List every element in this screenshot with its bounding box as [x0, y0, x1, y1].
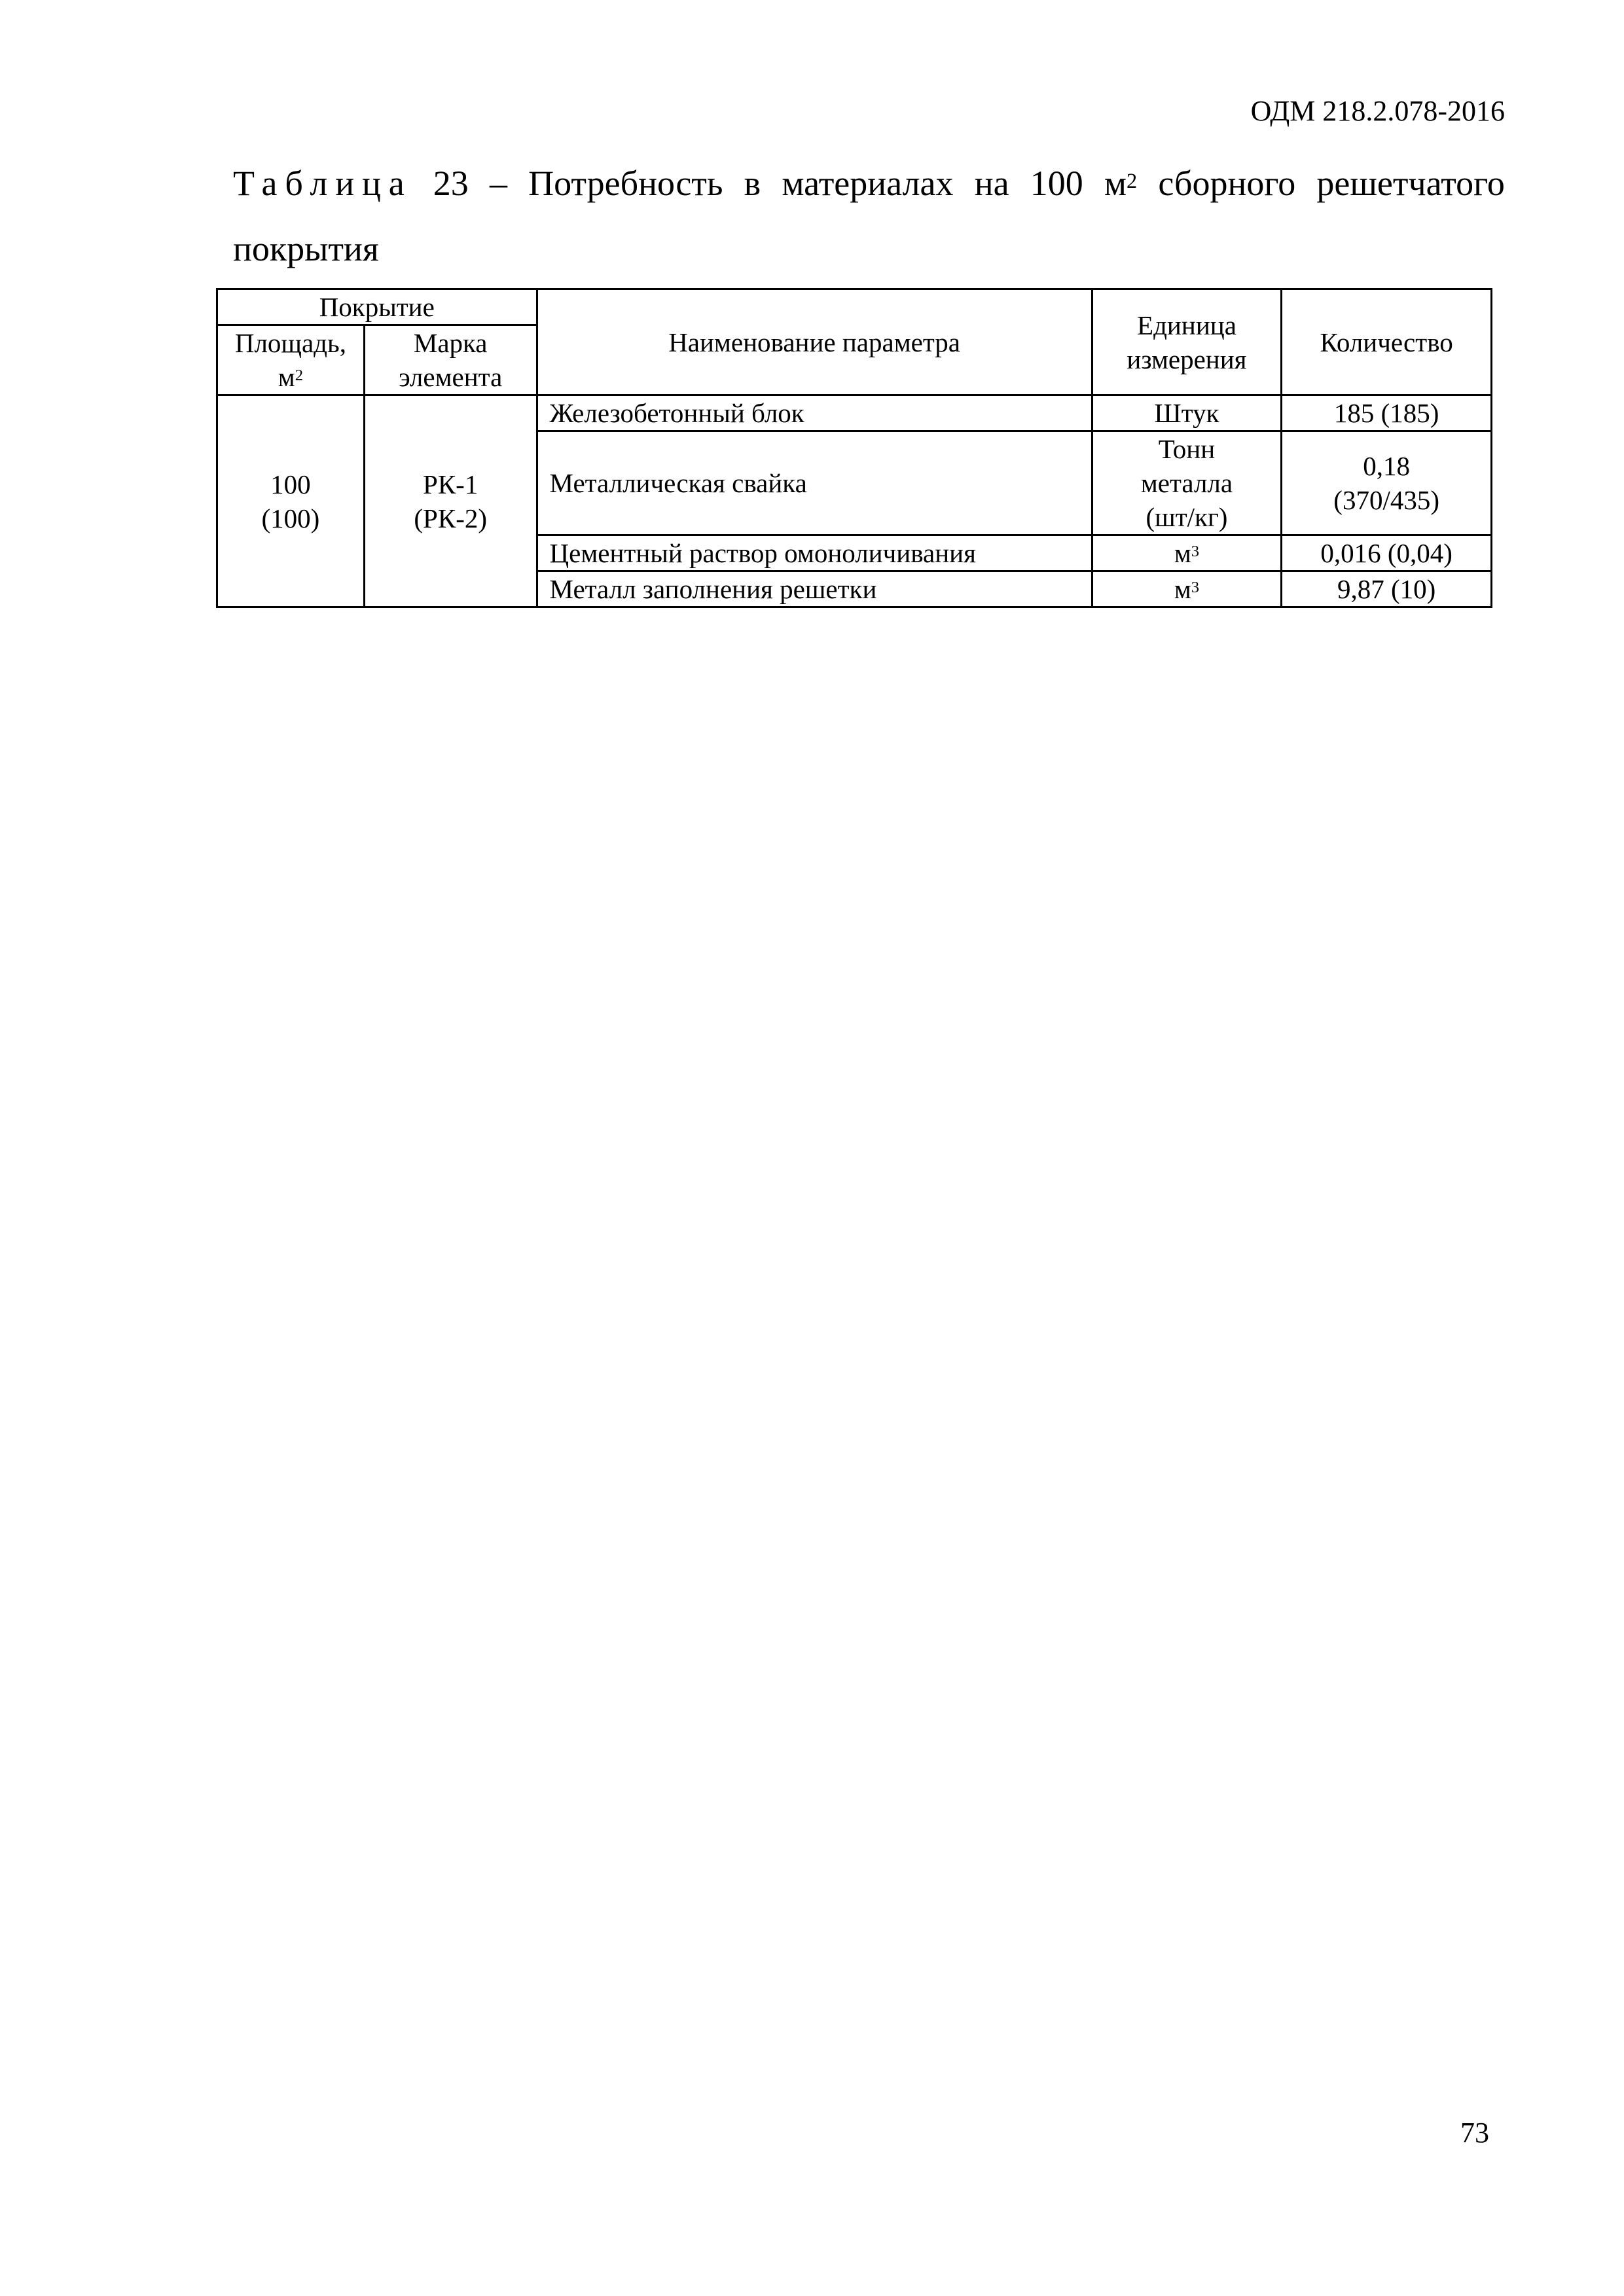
- caption-word: в: [744, 164, 761, 203]
- caption-word: 100: [1030, 164, 1083, 203]
- quantity-line2: (370/435): [1333, 485, 1439, 515]
- header-row: [217, 289, 1492, 325]
- caption-unit: [1104, 151, 1137, 216]
- table-row: [217, 395, 1492, 431]
- document-code: ОДМ 218.2.078-2016: [1250, 95, 1505, 127]
- unit-line2: металла: [1140, 468, 1233, 498]
- unit-line1: Тонн: [1158, 434, 1216, 464]
- cell-unit: [1092, 535, 1282, 571]
- cell-parameter-name: Металлическая свайка: [537, 431, 1092, 535]
- caption-word: на: [974, 164, 1009, 203]
- cell-parameter-name: Железобетонный блок: [537, 395, 1092, 431]
- header-area: [217, 325, 365, 395]
- cell-quantity: 9,87 (10): [1282, 571, 1492, 607]
- unit-sup: 3: [1191, 543, 1200, 561]
- cell-parameter-name: Металл заполнения решетки: [537, 571, 1092, 607]
- header-unit-line1: Единица: [1137, 310, 1236, 340]
- cell-parameter-name: Цементный раствор омоноличивания: [537, 535, 1092, 571]
- caption-word: материалах: [782, 164, 954, 203]
- table-caption: [233, 151, 1505, 281]
- unit-base: м: [1174, 538, 1191, 568]
- header-unit-line2: измерения: [1127, 344, 1247, 374]
- header-area-unit-base: м: [278, 362, 295, 392]
- header-area-unit-sup: 2: [295, 367, 304, 385]
- unit-sup: 3: [1191, 579, 1200, 597]
- area-alt-value: (100): [261, 503, 320, 533]
- caption-unit-base: м: [1104, 164, 1127, 203]
- caption-word: сборного: [1158, 164, 1296, 203]
- header-mark-line2: элемента: [399, 362, 503, 392]
- caption-unit-sup: 2: [1127, 169, 1138, 193]
- header-parameter-name: Наименование параметра: [537, 289, 1092, 395]
- mark-alt-value: (РК-2): [414, 503, 487, 533]
- quantity-line1: 0,18: [1363, 451, 1411, 481]
- cell-mark: [364, 395, 537, 607]
- caption-line-1: [233, 151, 1505, 216]
- caption-word: Потребность: [528, 164, 723, 203]
- cell-unit: [1092, 571, 1282, 607]
- cell-quantity: 185 (185): [1282, 395, 1492, 431]
- mark-value: РК-1: [423, 469, 478, 499]
- unit-base: м: [1174, 574, 1191, 604]
- header-mark: [364, 325, 537, 395]
- header-coverage-group: Покрытие: [217, 289, 537, 325]
- cell-unit: Штук: [1092, 395, 1282, 431]
- cell-unit: [1092, 431, 1282, 535]
- unit-line3: (шт/кг): [1146, 502, 1228, 532]
- page-number: 73: [1460, 2117, 1489, 2149]
- area-value: 100: [270, 469, 311, 499]
- caption-label: Таблица: [233, 164, 412, 203]
- cell-quantity: [1282, 431, 1492, 535]
- cell-quantity: 0,016 (0,04): [1282, 535, 1492, 571]
- caption-number: 23: [433, 164, 469, 203]
- header-area-unit: [223, 360, 358, 394]
- materials-table: [216, 288, 1492, 608]
- header-area-line1: Площадь,: [234, 328, 346, 358]
- caption-word: решетчатого: [1316, 164, 1505, 203]
- caption-dash: –: [489, 164, 507, 203]
- header-quantity: Количество: [1282, 289, 1492, 395]
- cell-area: [217, 395, 365, 607]
- header-mark-line1: Марка: [413, 328, 488, 358]
- header-unit: [1092, 289, 1282, 395]
- caption-line-2: покрытия: [233, 229, 379, 268]
